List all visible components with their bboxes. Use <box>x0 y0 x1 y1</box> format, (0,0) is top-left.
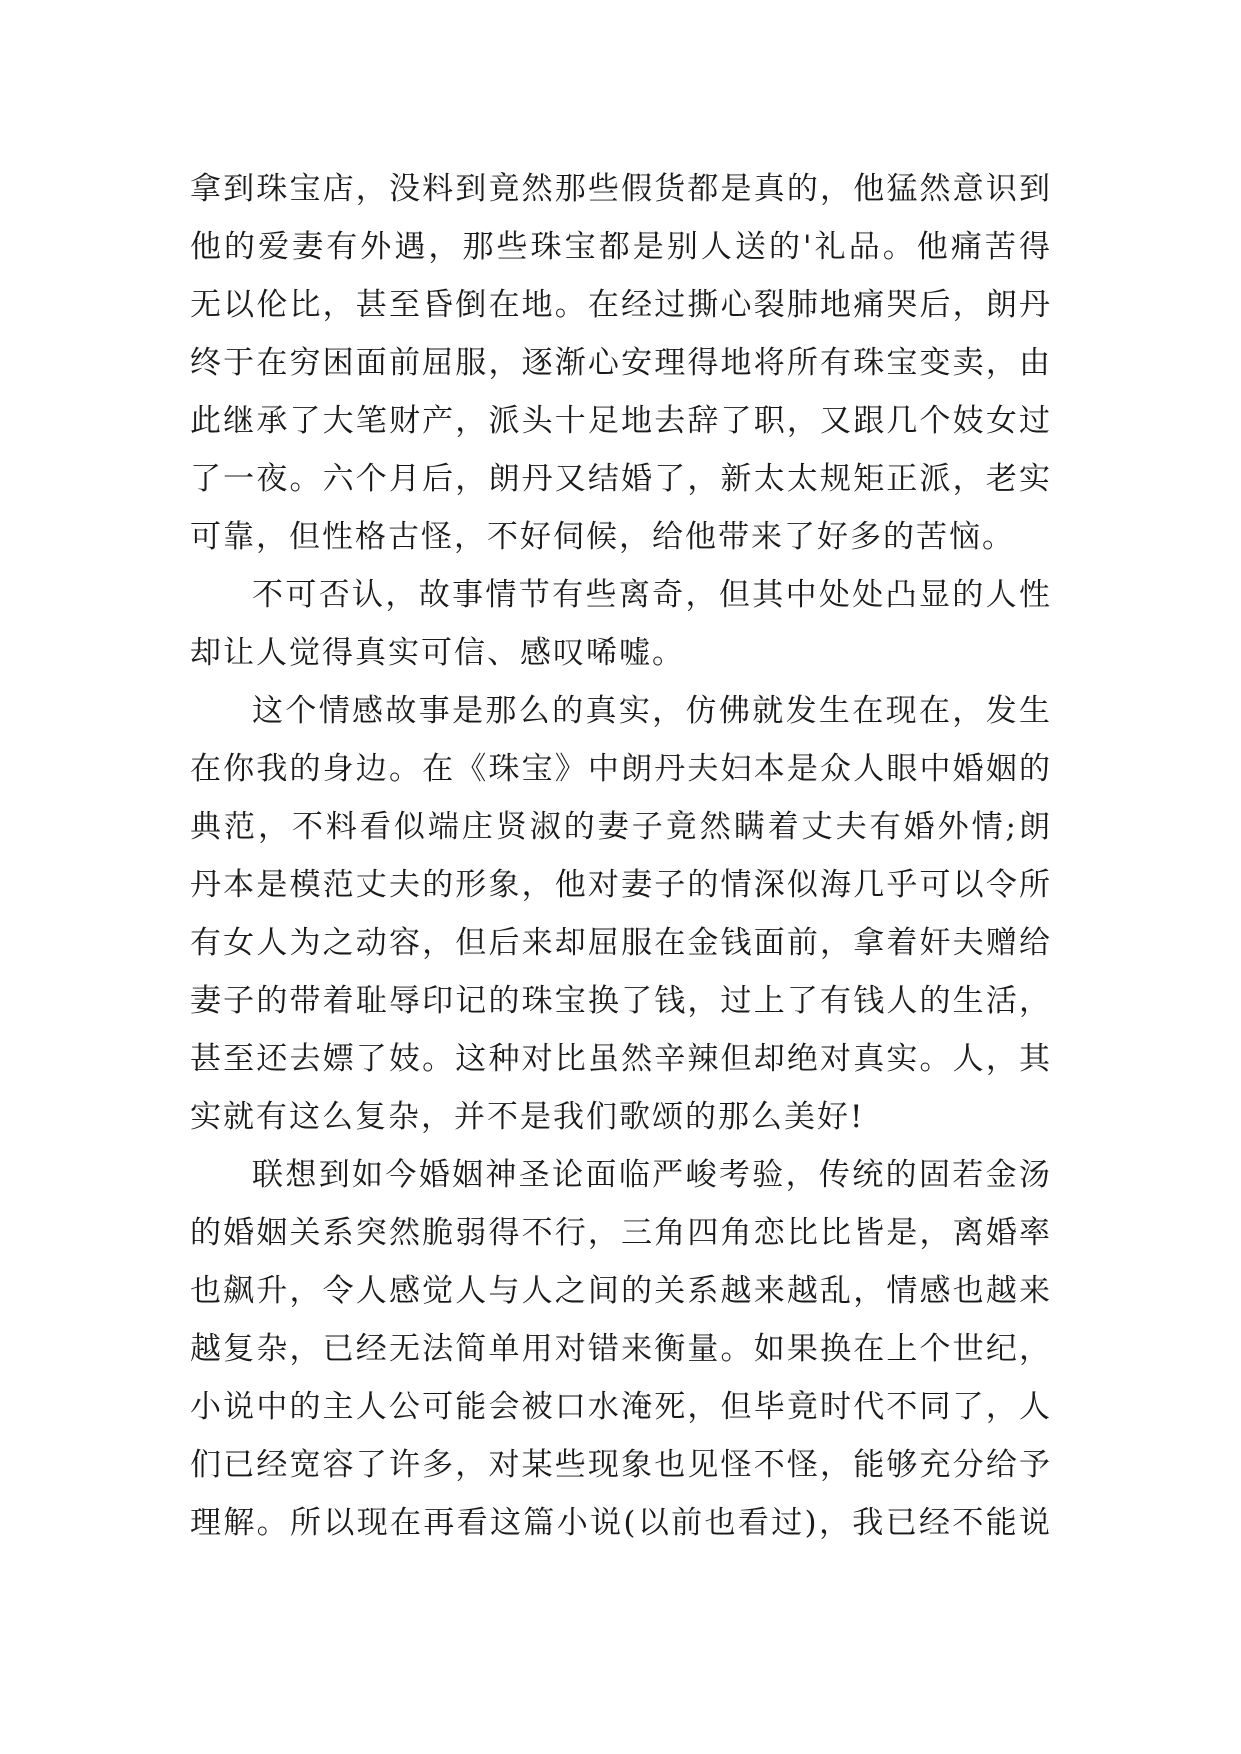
text-line: 这个情感故事是那么的真实，仿佛就发生在现在，发生 <box>252 693 1050 729</box>
text-line: 终于在穷困面前屈服，逐渐心安理得地将所有珠宝变卖，由 <box>190 345 1050 381</box>
text-line: 不可否认，故事情节有些离奇，但其中处处凸显的人性 <box>252 577 1050 613</box>
text-line: 丹本是模范丈夫的形象，他对妻子的情深似海几乎可以令所 <box>190 867 1050 903</box>
text-line: 此继承了大笔财产，派头十足地去辞了职，又跟几个妓女过 <box>190 403 1050 439</box>
paragraph-4 <box>190 1146 1050 1552</box>
text-line: 甚至还去嫖了妓。这种对比虽然辛辣但却绝对真实。人，其 <box>190 1041 1050 1077</box>
text-line: 拿到珠宝店，没料到竟然那些假货都是真的，他猛然意识到 <box>190 171 1050 207</box>
text-line: 他的爱妻有外遇，那些珠宝都是别人送的'礼品。他痛苦得 <box>190 229 1050 265</box>
text-line: 小说中的主人公可能会被口水淹死，但毕竟时代不同了，人 <box>190 1389 1050 1425</box>
text-line: 理解。所以现在再看这篇小说(以前也看过)，我已经不能说 <box>190 1505 1050 1541</box>
text-line: 实就有这么复杂，并不是我们歌颂的那么美好! <box>190 1099 865 1135</box>
text-line: 妻子的带着耻辱印记的珠宝换了钱，过上了有钱人的生活， <box>190 983 1050 1019</box>
text-line: 有女人为之动容，但后来却屈服在金钱面前，拿着奸夫赠给 <box>190 925 1050 961</box>
text-line: 无以伦比，甚至昏倒在地。在经过撕心裂肺地痛哭后，朗丹 <box>190 287 1050 323</box>
text-line: 了一夜。六个月后，朗丹又结婚了，新太太规矩正派，老实 <box>190 461 1050 497</box>
text-line: 们已经宽容了许多，对某些现象也见怪不怪，能够充分给予 <box>190 1447 1050 1483</box>
body-text <box>190 160 1050 1552</box>
paragraph-2 <box>190 566 1050 682</box>
text-line: 典范，不料看似端庄贤淑的妻子竟然瞒着丈夫有婚外情;朗 <box>190 809 1050 845</box>
text-line: 在你我的身边。在《珠宝》中朗丹夫妇本是众人眼中婚姻的 <box>190 751 1050 787</box>
paragraph-1 <box>190 160 1050 566</box>
text-line: 可靠，但性格古怪，不好伺候，给他带来了好多的苦恼。 <box>190 519 1015 555</box>
text-line: 越复杂，已经无法简单用对错来衡量。如果换在上个世纪， <box>190 1331 1050 1367</box>
text-line: 联想到如今婚姻神圣论面临严峻考验，传统的固若金汤 <box>252 1157 1050 1193</box>
text-line: 的婚姻关系突然脆弱得不行，三角四角恋比比皆是，离婚率 <box>190 1215 1050 1251</box>
text-line: 也飙升，令人感觉人与人之间的关系越来越乱，情感也越来 <box>190 1273 1050 1309</box>
paragraph-3 <box>190 682 1050 1146</box>
text-line: 却让人觉得真实可信、感叹唏嘘。 <box>190 635 685 671</box>
